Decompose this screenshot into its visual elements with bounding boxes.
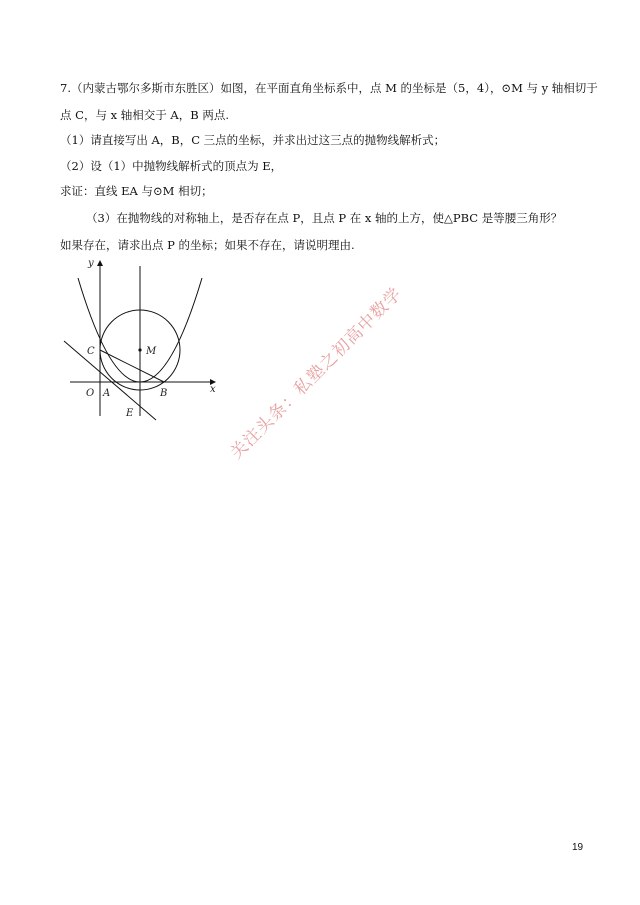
y-axis-arrow xyxy=(97,260,103,266)
question-1: （1）请直接写出 A，B，C 三点的坐标，并求出过这三点的抛物线解析式； xyxy=(60,133,446,147)
label-m: M xyxy=(146,346,157,357)
line-ea xyxy=(64,341,156,420)
label-b: B xyxy=(160,388,168,399)
label-x: x xyxy=(210,384,216,395)
question-2-proof: 求证：直线 EA 与⊙M 相切； xyxy=(60,184,213,198)
geometry-figure xyxy=(60,256,220,426)
question-2: （2）设（1）中抛物线解析式的顶点为 E， xyxy=(60,159,283,173)
label-e: E xyxy=(126,408,134,419)
question-3-continued: 如果存在，请求出点 P 的坐标；如果不存在，请说明理由. xyxy=(60,238,355,252)
label-y: y xyxy=(88,258,94,269)
watermark: 关注头条：私塾之初高中数学 xyxy=(226,283,407,464)
center-point-m xyxy=(138,348,141,351)
label-c: C xyxy=(87,346,95,357)
question-3: （3）在抛物线的对称轴上，是否存在点 P，且点 P 在 x 轴的上方，使△PBC 是等腰三角形？ xyxy=(86,211,563,225)
label-a: A xyxy=(103,388,111,399)
label-origin: O xyxy=(86,388,95,399)
page-number: 19 xyxy=(572,842,584,853)
problem-statement-line-1: 7.（内蒙古鄂尔多斯市东胜区）如图，在平面直角坐标系中，点 M 的坐标是（5，4），⊙M 与 y 轴相切于 xyxy=(60,81,598,95)
problem-statement-line-2: 点 C，与 x 轴相交于 A，B 两点. xyxy=(60,108,229,122)
